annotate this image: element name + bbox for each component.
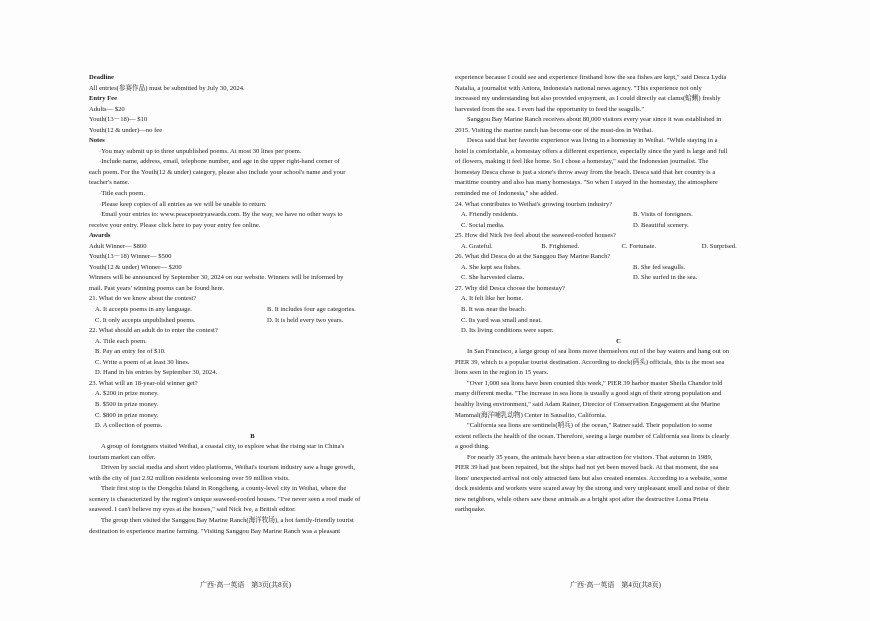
passage-b-line: hotel is comfortable, a homestay offers a different experience, especially since the yard is large and full: [455, 147, 728, 155]
entry-fee-heading: Entry Fee: [89, 95, 118, 103]
deadline-heading: Deadline: [89, 74, 114, 81]
question-26-options-row: [455, 273, 782, 284]
passage-c-line: healthy living environment," said Adam Ratner, Director of Conservation Engagement at the Marine: [455, 400, 721, 408]
note-line: receive your entry. Please click here to pay your entry fee online.: [89, 221, 261, 229]
passage-c-line: lions' unexpected arrival not only attracted fans but also created enemies. According to a website, some: [455, 474, 728, 482]
question-24-stem: 24. What contributes to Weihai's growing tourism industry?: [455, 200, 613, 208]
passage-b-line: Sanggou Bay Marine Ranch receives about 80,000 visitors every year since it was established in: [467, 116, 722, 124]
question-27-stem: 27. Why did Desca choose the homestay?: [455, 284, 565, 292]
question-25-option-d: D. Surprised.: [701, 242, 737, 250]
question-23-option-c: C. $800 in prize money.: [95, 411, 159, 419]
question-24-option-a: A. Friendly residents.: [461, 211, 519, 219]
passage-b-line: harvested from the sea. I even had the opportunity to feed the seagulls.": [455, 105, 645, 113]
question-25-options-row: [455, 242, 782, 253]
passage-c-line: PIER 39 had just been repaired, but the ships had not yet been moved back. At that moment, the sea: [455, 464, 719, 472]
question-23-option-d: D. A collection of poems.: [95, 422, 163, 430]
question-26-option-b: B. She fed seagulls.: [633, 263, 686, 271]
note-line: teacher's name.: [89, 179, 130, 187]
deadline-text: All entries(参赛作品) must be submitted by July 30, 2024.: [89, 84, 245, 92]
awards-heading: Awards: [89, 232, 111, 240]
question-26-option-d: D. She surfed in the sea.: [633, 274, 698, 282]
passage-c-line: extent reflects the health of the ocean. Therefore, seeing a large number of California sea lions is clearly: [455, 432, 730, 440]
question-21-option-c: C. It only accepts unpublished poems.: [95, 316, 196, 324]
passage-c-line: "Over 1,000 sea lions have been counted this week," PIER 39 harbor master Sheila Chandor told: [467, 379, 723, 387]
fee-adults: Adults— $20: [89, 105, 125, 113]
question-21-stem: 21. What do we know about the contest?: [89, 295, 197, 303]
passage-c-line: earthquake.: [455, 506, 486, 514]
question-23-option-a: A. $200 in prize money.: [95, 390, 159, 398]
award-youth-13-18: Youth(13－18) Winner— $500: [89, 253, 172, 261]
question-24-option-c: C. Social media.: [461, 221, 505, 229]
question-22-option-b: B. Pay an entry fee of $10.: [95, 348, 166, 356]
question-26-options-row: [455, 263, 782, 274]
section-c-heading: C: [616, 337, 621, 345]
notes-heading: Notes: [89, 137, 105, 145]
question-23-stem: 23. What will an 18-year-old winner get?: [89, 379, 198, 387]
passage-b-line: seaweed. I can't believe my eyes at the houses," said Nick Ive, a British editor.: [89, 506, 296, 514]
question-25-option-b: B. Frightened.: [541, 242, 580, 250]
winners-text: Winners will be announced by September 30, 2024 on our website. Winners will be informed by: [89, 274, 344, 282]
question-26-option-c: C. She harvested clams.: [461, 274, 525, 282]
question-21-options-row: [89, 316, 416, 327]
passage-b-line: A group of foreigners visited Weihai, a coastal city, to explore what the rising star in China's: [101, 443, 345, 451]
question-21-option-d: D. It is held every two years.: [267, 316, 344, 324]
passage-b-line: experience because I could see and experience firsthand how the sea fishes are kept," said Desca Lydia: [455, 74, 727, 81]
note-line: ·Title each poem.: [99, 190, 146, 198]
question-27-option-a: A. It felt like her home.: [461, 295, 524, 303]
question-22-option-c: C. Write a poem of at least 30 lines.: [95, 358, 190, 366]
question-27-option-d: D. Its living conditions were super.: [461, 327, 554, 335]
passage-b-line: The group then visited the Sanggou Bay Marine Ranch(海洋牧场), a hot family-friendly tourist: [101, 516, 354, 524]
section-b-heading: B: [250, 432, 255, 440]
winners-text: mail. Past years' winning poems can be found here.: [89, 284, 225, 292]
note-line: ·Please keep copies of all entries as we will be unable to return.: [99, 200, 267, 208]
question-25-stem: 25. How did Nick Ive feel about the seaweed-roofed houses?: [455, 232, 616, 240]
question-22-option-d: D. Hand in his entries by September 30, 2024.: [95, 369, 218, 377]
question-25-option-a: A. Grateful.: [461, 242, 493, 250]
passage-b-line: Natalia, a journalist with Antora, Indonesia's national news agency. "This experience not only: [455, 84, 702, 92]
passage-c-line: dock residents and workers were scared away by the strong and very unpleasant smell and noise of their: [455, 485, 730, 493]
passage-b-line: homestay Desca chose is just a stone's throw away from the beach. Desca said that her country is a: [455, 168, 716, 176]
passage-c-line: a good thing.: [455, 443, 490, 451]
note-line: ·Include name, address, email, telephone number, and age in the upper right-hand corner of: [99, 158, 340, 166]
question-26-option-a: A. She kept sea fishes.: [461, 263, 521, 271]
question-25-option-c: C. Fortunate.: [621, 242, 657, 250]
passage-b-line: Their first stop is the Dongchu Island in Rongcheng, a county-level city in Weihai, where the: [101, 485, 347, 493]
passage-c-line: For nearly 35 years, the animals have been a star attraction for visitors. That autumn in 1989,: [467, 453, 713, 461]
passage-b-line: destination to experience marine farming. "Visiting Sanggou Bay Marine Ranch was a pleasant: [89, 527, 341, 535]
passage-c-line: "California sea lions are sentinels(哨兵) of the ocean," Ratner said. Their population to some: [467, 422, 713, 430]
passage-b-line: Driven by social media and short video platforms, Weihai's tourism industry saw a huge growth,: [101, 464, 355, 472]
question-26-stem: 26. What did Desca do at the Sanggou Bay Marine Ranch?: [455, 253, 611, 261]
question-24-option-b: B. Visits of foreigners.: [633, 211, 693, 219]
award-adult: Adult Winner— $800: [89, 242, 147, 250]
fee-youth-13-18: Youth(13－18)— $10: [89, 116, 148, 124]
passage-c-line: PIER 39, which is a popular tourist destination. According to dock(码头) officials, this is the most sea: [455, 358, 725, 366]
passage-b-line: tourism market can offer.: [89, 453, 156, 461]
question-24-options-row: [455, 221, 782, 232]
right-column: [455, 73, 782, 516]
passage-c-line: Mammal(海洋哺乳动物) Center in Sausalito, California.: [455, 411, 607, 419]
passage-b-line: Desca said that her favorite experience was living in a homestay in Weihai. "While staying in a: [467, 137, 718, 145]
question-22-stem: 22. What should an adult do to enter the contest?: [89, 327, 218, 335]
question-21-option-b: B. It includes four age categories.: [267, 306, 356, 314]
passage-b-line: scenery is characterized by the region's unique seaweed-roofed houses. "I've never seen a roof made of: [89, 495, 361, 503]
passage-b-line: increased my understanding but also provided enjoyment, as I could directly eat clams(蛤蜊) freshly: [455, 95, 721, 103]
fee-youth-12: Youth(12 & under)—no fee: [89, 126, 163, 134]
passage-b-line: of flowers, making it feel like home. So I chose a homestay," said the Indonesian journalist. The: [455, 158, 709, 166]
question-22-option-a: A. Title each poem.: [95, 337, 147, 345]
passage-b-line: with the city of just 2.92 million residents welcoming over 59 million visits.: [89, 474, 290, 482]
question-21-options-row: [89, 305, 416, 316]
question-24-options-row: [455, 210, 782, 221]
question-21-option-a: A. It accepts poems in any language.: [95, 306, 193, 314]
note-line: ·You may submit up to three unpublished poems. At most 30 lines per poem.: [99, 147, 302, 155]
passage-c-line: In San Francisco, a large group of sea lions move themselves out of the bay waters and hang out on: [467, 348, 730, 356]
award-youth-12: Youth(12 & under) Winner— $200: [89, 263, 182, 271]
passage-b-line: reminded me of Indonesia," she added.: [455, 190, 558, 198]
page-footer-right: 广西·高一英语 第4页(共8页): [570, 581, 661, 589]
note-line: ·Email your entries to: www.peacepoetryawards.com. By the way, we have no other ways to: [99, 211, 343, 219]
question-23-option-b: B. $500 in prize money.: [95, 400, 159, 408]
question-24-option-d: D. Beautiful scenery.: [633, 221, 689, 229]
question-27-option-c: C. Its yard was small and neat.: [461, 316, 542, 324]
passage-b-line: maritime country and also has many homestays. "So when I stayed in the homestay, the atmosphere: [455, 179, 718, 187]
page-footer-left: 广西·高一英语 第3页(共8页): [200, 581, 291, 589]
question-27-option-b: B. It was near the beach.: [461, 306, 526, 314]
left-column: [89, 73, 416, 537]
passage-c-line: many different media. "The increase in sea lions is usually a good sign of their strong population and: [455, 390, 722, 398]
passage-c-line: lions seen in the region in 15 years.: [455, 369, 549, 377]
note-line: each poem. For the Youth(12 & under) category, please also include your school's name and your: [89, 168, 346, 176]
passage-b-line: 2015. Visiting the marine ranch has become one of the must-dos in Weihai.: [455, 126, 654, 134]
passage-c-line: new neighbors, while others saw these animals as a bright spot after the destructive Loma Prieta: [455, 495, 709, 503]
